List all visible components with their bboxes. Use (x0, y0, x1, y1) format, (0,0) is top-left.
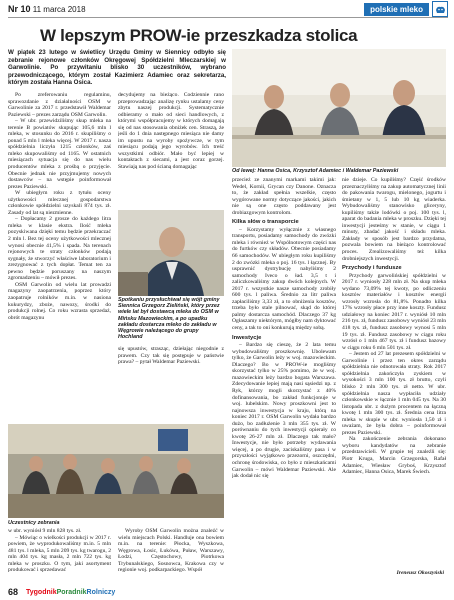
cow-logo-icon (432, 1, 448, 17)
section-header (364, 2, 448, 16)
section-brand: polskie mleko (364, 3, 429, 16)
caption-mayor: Spotkaniu przysłuchiwał się wójt gminy Siennica Grzegorz Zieliński, który przez wiele lat był dostawcą mleka do OSM w Mińsku Mazowieckim, a po upadku zakładu dostarcza mleko do zakładu w Węgrowie należącego do grupy Hochland (118, 297, 220, 341)
col1-paragraph: W ubiegłym roku z tytułu oceny użytkowości mlecznej gospodarstwa członkowie spółdzielni uzyskali 874 tys. zł. Zasady od lat są niezmienne. (8, 190, 111, 216)
article-lead: W piątek 23 lutego w świetlicy Urzędu Gminy w Siennicy odbyło się zebranie rejonowe członków Okręgowej Spółdzielni Mleczarskiej w Garwolinie. Po przywitaniu blisko 30 uczestników, wybrano przewodniczącego, którym został Kazimierz Adamiec oraz sekretarza, którym została Hanna Osica. (8, 49, 226, 86)
article-title: W lepszym PROW-ie przeszkadza stolica (40, 26, 358, 45)
col1-paragraph: – Mówiąc o wielkości produkcji w 2017 r. powiem, że wyprodukowaliśmy m.in. 5 mln 481 tys. l mleka, 5 mln 209 tys. kg twarogu, 2 mln 404 tys. kg masła, 2 mln 722 tys. kg mleka w proszku. O tym, jaki asortyment produkować i sprzedawać (8, 534, 111, 574)
issue-date: 11 marca 2018 (32, 5, 86, 14)
col1-paragraph: – Dopłacamy 2 grosze do każdego litra mleka w klasie ekstra. Ilość mleka pozyskiwana dzięki temu będzie przekraczać 2 mln l. Bez tej oceny użytkowości mlecznej wynosi obecnie 41,5% i spada. Na terenach rejonowych te straty członków podają sygnały, że stworzyć właściwe laboratorium i zrezygnować z tych dopłat. Temat ten za pewno będzie poruszany na naszym zgromadzeniu – mówił prezes. (8, 216, 111, 282)
col4-paragraph: Przychody garwolińskiej spółdzielni w 2017 r. wyniosły 228 mln zł. Na skup mleka wydano 73,09% tej kwoty, po odliczeniu kosztów materiałów i kosztów energii wzrosły wzrosła do 81,8%. Ponadto kilka 17% wzrosły płace przy inne koszty. Fundusz udziałowy na koniec 2017 r. wyniósł 10 mln 216 tys. zł, fundusz zasobowy wyniósł 23 mln 418 tys. zł, fundusz zasobowy wynosi 5 mln 19 tys. zł. Fundusz zasobowy w ciągu roku wzrósł o 1 mln 467 tys. zł i fundusz bazowy w ciągu roku 6 mln 501 tys. zł. (342, 272, 446, 351)
footer-brand (26, 589, 115, 596)
col1-paragraph: – W ubr. przewidziliśmy skup mleka na terenie B powiatów skupując 105,6 mln l mleka, w stosunku do 2016 r. skupiliśmy o ponad 5 mln l mleka więcej. W 2017 r. nasza spółdzielnia liczyła 1215 członków, zaś mleko skupowaliśmy od 1165. W ostatnich miesiącach sytuacja się do nas wielu producentów mleka z prośbą o przyjęcie. Obecnie jednak nie przyjmujemy nowych dostawców – na wstępie poinformował prezes Paziewski. (8, 118, 111, 190)
column-2-after (118, 346, 224, 386)
column-1-bottom (8, 528, 111, 588)
col1-paragraph: Po zreferowaniu regulaminu, sprawozdanie z działalności OSM w Garwolinie za 2017 r. przedstawił Waldemar Paziewski – prezes zarządu OSM Garwolin. (8, 92, 111, 118)
caption-presidium: Od lewej: Hanna Osica, Krzysztof Adamiec i Waldemar Paziewski (232, 168, 399, 174)
subheading-investments: Inwestycje (232, 334, 262, 341)
col2-paragraph: się upustów, strasząc, dziełając niegodnie z prawem. Czy tak się postępuje w państwie prawa? – pytał Waldemar Paziewski. (118, 346, 224, 366)
photo-mayor (118, 210, 224, 296)
col2-paragraph: decydujemy na bieżąco. Codziennie rano przeprowadzając analizę rynku ustalamy ceny zbytu naszej produkcji. Systematycznie odbieramy o mało od sieci handlowych, z którymi współpracujemy w których domagają się od nas stosowania obniżek cen. Straszą, że jeśli do 1 dnia następnego miesiąca nie damy im upustu na wyroby spożywcze, w tym miesiącu podają jego wyrobów. Ich treść wszystkimi odbiór. Mało być lepiej w kontaktach z siecami, a jest coraz gorzej. Stawiają nas pod ścianą domagając (118, 92, 224, 171)
page-number: 68 (8, 587, 19, 597)
caption-participants: Uczestnicy zebrania (8, 520, 60, 526)
photo-presidium (232, 49, 446, 167)
photo-participants (8, 424, 224, 518)
col3-paragraph: – Bardzo się cieszę, że 2 lata temu wybudowaliśmy proszkownię. Ubolewam tylko, że Garwolin leży w woj. mazowieckim. Dlaczego? Bo w PROW-ie mogliśmy skorzystać tylko w 25% pomimo, że w woj. mazowieckim leży bardzo bogata Warszawa. Zdecydowanie lepiej mają nasi sąsiedzi np. z Ryk, którzy mogli skorzystać z 40% dofinansowania, bo zakład funkcjonuje w woj. lubelskim. Nowy proszkowni jest to najnowsza inwestycja w kraju, którą na koniec 2017 r. OSM Garwolin wydała bardzo dużo, bo zadłużenie 3 mln 355 tys. zł. W porównaniu do tych inwestycji opierały co kwotę 26-27 mln zł. Dlaczego tak mało? Inwestycje, nie było potrzeby wydawania więcej, a po drugie, zaciskaliśmy pasa i w przyszłości wyjątkowo przezorni, oszczędni, ochronę środowiska, co było z mieszkańcami Garwolin – mówi Waldemar Paziewski. Ale jak dodał nic się (232, 342, 336, 480)
col2-paragraph: Wyroby OSM Garwolin można znaleźć w wielu miejscach Polski. Handluje ona bowiem m.in. na terenie: Płocka, Wyszkowa, Węgrowa, Łosic, Łukówa, Puław, Warszawy, Łodzi, Częstochowy, Piotrkowa Trybunalskiego, Sosnowca, Krakowa czy w regionie woj. podkarpackiego. Współ (118, 528, 224, 574)
header-rule (8, 17, 448, 18)
col4-paragraph: – Jestem od 27 lat prezesem spółdzielni w Garwolinie i przez ten okres zarządu spółdzielnia nie odnotowała straty. Rok 2017 spółdzielnia zakończyła zyskiem w wysokości 3 mln 100 tys. zł brutto, czyli blisko 2 mln 300 tys. zł netto. W ubr. spółdzielnia nasza wypłaciła udziały członkowskie w łącznie 1 mln 045 tys. Na 30 listopada ubr. z dużym procentem na łączną kwotę 1 mln 300 tys. zł. Średnia cena litra mleka w skupie w ubr. wyniosła 1,50 zł i uważam, że była dobra – poinformował prezes Paziewski. (342, 351, 446, 436)
column-3 (232, 177, 336, 581)
subheading-transport: Kilka słów o transporcie (232, 219, 299, 226)
issue-number: Nr 10 (8, 4, 31, 14)
footer-brand-r: Rolniczy (86, 589, 116, 596)
column-1 (8, 92, 111, 422)
footer-brand-t: Tygodnik (26, 589, 57, 596)
footer-brand-p: Poradnik (56, 589, 87, 596)
col1-paragraph: OSM Garwolin od wielu lat prowadzi magazyny zaopatrzenia, poprzez który zaopatruje rolników m.in. w nasiona kukurydzy, zboże, nawozy, środki do produkcji rolnej. Co roku wzrasta sprzedaż, obrót magazynu (8, 281, 111, 321)
author: Ireneusz Okoszyński (396, 570, 444, 576)
col4-paragraph: Na zakończenie zebrania dokonano wyboru kandydatów na zebranie przedstawicieli. W grupie tej znaleźli się: Piotr Kruga, Marcin Grzegorska, Rafał Adamiec, Wiesław Gryboś, Krzysztof Adamiec, Hanna Osica, Marek Świech. (342, 436, 446, 476)
col3-paragraph: przecież ze znanymi markami takimi jak: Wedel, Kornii, Grycan czy Danone. Oznacza to, że zakład spełnia wszelkie, często wygórowane normy dotyczące jakości, jakich nie są one często poddawany jest drobiazgowym kontrolom. (232, 177, 336, 216)
column-2-bottom (118, 528, 224, 588)
subheading-revenue: Przychody i fundusze (342, 265, 402, 272)
col1-paragraph: w ubr. wyniósł 9 mln 828 tys. zł. (8, 528, 82, 534)
col3-paragraph: – Korzystamy wyłącznie z własnego transportu, posiadamy samochody do zwózki mleka i również w Wspólnotowym części nas do furtków czy składów. Obecnie posiadamy 66 samochodów. W ubiegłym roku kupiliśmy 2 do zwózki mleka o poj. 16 tys. l łącznej. By usprawnić dystrybucję nabyliśmy 2 samochody Iveco o ład. 3,5 t i zaliczkowaliśmy zakup dwóch kolejnych. W 2017 r. wszystkie nasze samochody zrobiły 600 tys. l paliwa. Średnio za litr paliwa zapłaciliśmy 3,33 zł, a to obniżenia kosztów, trzeba było stale pilnować, skąd do której palmy dostarcza samochód. Dlaczego 37 kg Ogłaszamy niektórym, mógłby nam dyktować ceny, a tak to oni konkurują między sobą. (232, 226, 336, 332)
issue-info (8, 4, 86, 14)
column-4 (342, 177, 446, 569)
col4-paragraph: nie dzieje. Co kupiliśmy? Część środków przeznaczyliśmy na zakup automatycznej linii do pakowania twarogu, mielonego, jogurtu i śmietany w 1, 5 lub 10 kg wiaderka. Wybudowaliśmy stanowisko gliceryny, kupiliśmy także lodówki o poj. 100 tys. l, aparat do badania mleka w proszku. Dzięki tej inwestycji jesteśmy w stanie, w ciągu 1 minuty, zbadać jakość i składu mleka. Zakłady w sposób jest bardzo przydatna, pozwala bowiem na bieżąco kontrolować proces. Zrealizowaliśmy też kilka drobniejszych inwestycji. (342, 177, 446, 262)
column-2-top (118, 92, 224, 209)
